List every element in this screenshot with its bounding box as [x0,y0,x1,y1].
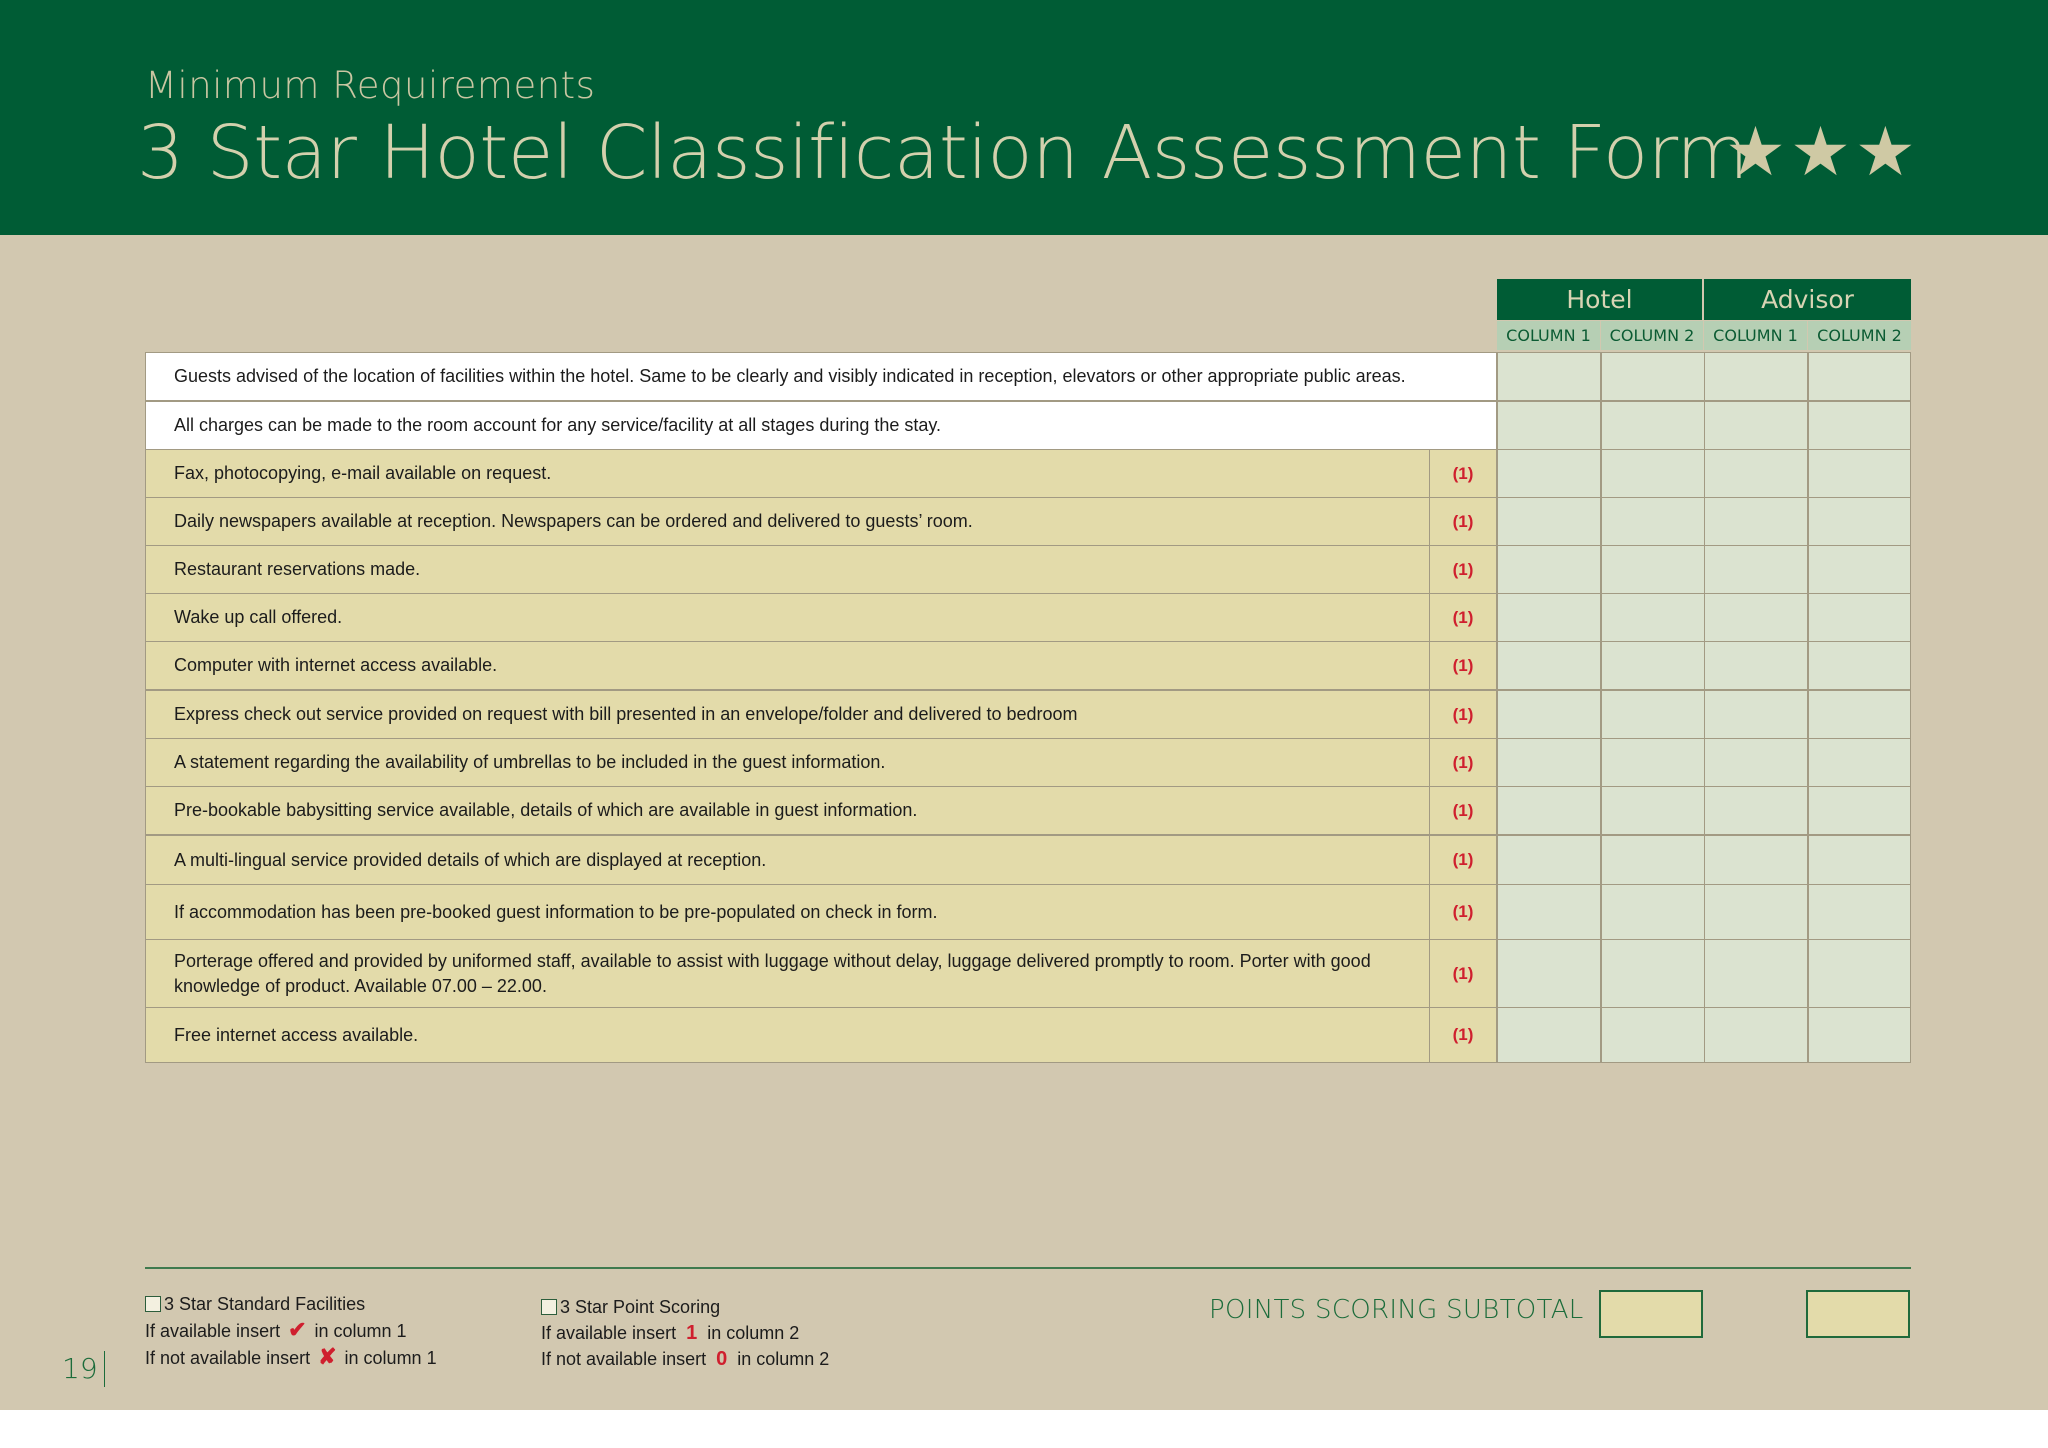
advisor-column-2-cell[interactable] [1808,593,1911,642]
hotel-subtotal-field[interactable] [1599,1290,1703,1338]
cross-mark-icon: ✘ [318,1344,337,1369]
hotel-column-1-cell[interactable] [1497,545,1601,594]
advisor-column-2-cell[interactable] [1808,545,1911,594]
legend-one-mark: 1 [686,1322,698,1344]
requirement-text: All charges can be made to the room account for any service/facility at all stages during the stay. [145,401,1497,450]
requirement-text: Free internet access available. [145,1007,1430,1063]
requirement-text: Pre-bookable babysitting service available, details of which are available in guest information. [145,786,1430,835]
page-bottom-margin [0,1410,2048,1448]
advisor-column-1-cell[interactable] [1704,401,1808,450]
points-value: (1) [1429,641,1497,690]
points-value: (1) [1429,1007,1497,1063]
points-value: (1) [1429,449,1497,498]
hotel-column-2-cell[interactable] [1601,593,1705,642]
advisor-column-1-cell[interactable] [1704,1007,1808,1063]
requirement-text: Guests advised of the location of facilities within the hotel. Same to be clearly and visibly indicated in reception, elevators or other appropriate public areas. [145,352,1497,401]
requirement-text: Restaurant reservations made. [145,545,1430,594]
advisor-column-2-header: COLUMN 2 [1808,321,1911,350]
footer-divider [145,1267,1911,1269]
hotel-column-1-cell[interactable] [1497,593,1601,642]
requirement-text: A multi-lingual service provided details of which are displayed at reception. [145,835,1430,885]
points-value: (1) [1429,545,1497,594]
table-row [145,545,1911,594]
advisor-column-1-cell[interactable] [1704,641,1808,690]
hotel-column-group: Hotel [1497,279,1704,320]
requirement-text: A statement regarding the availability of umbrellas to be included in the guest information. [145,738,1430,787]
advisor-column-1-cell[interactable] [1704,738,1808,787]
requirement-text: Daily newspapers available at reception. Newspapers can be ordered and delivered to guests’ room. [145,497,1430,546]
hotel-column-1-header: COLUMN 1 [1497,321,1601,350]
table-row [145,449,1911,498]
star-rating-icon: ★★★ [1725,114,1920,190]
point-scoring-legend [541,1294,829,1372]
advisor-column-1-cell[interactable] [1704,786,1808,835]
legend-text: If available insert [541,1323,677,1343]
advisor-column-2-cell[interactable] [1808,690,1911,739]
advisor-column-1-header: COLUMN 1 [1704,321,1808,350]
table-row [145,1007,1911,1063]
hotel-column-1-cell[interactable] [1497,497,1601,546]
hotel-column-2-cell[interactable] [1601,545,1705,594]
advisor-column-1-cell[interactable] [1704,939,1808,1008]
hotel-column-2-cell[interactable] [1601,352,1705,401]
requirement-text: Computer with internet access available. [145,641,1430,690]
advisor-column-1-cell[interactable] [1704,593,1808,642]
table-row [145,497,1911,546]
table-row [145,939,1911,1008]
advisor-column-2-cell[interactable] [1808,835,1911,885]
hotel-column-2-cell[interactable] [1601,401,1705,450]
advisor-column-2-cell[interactable] [1808,641,1911,690]
requirement-text: Wake up call offered. [145,593,1430,642]
standard-facilities-legend [145,1291,437,1371]
advisor-subtotal-field[interactable] [1806,1290,1910,1338]
advisor-column-1-cell[interactable] [1704,835,1808,885]
requirement-text: Porterage offered and provided by uniformed staff, available to assist with luggage without delay, luggage delivered promptly to room. Porter with good knowledge of product. Available 07.00 – 22.00. [145,939,1430,1008]
hotel-column-2-header: COLUMN 2 [1601,321,1704,350]
hotel-column-1-cell[interactable] [1497,786,1601,835]
advisor-column-2-cell[interactable] [1808,352,1911,401]
advisor-column-2-cell[interactable] [1808,497,1911,546]
legend-text: in column 1 [314,1321,407,1341]
check-mark-icon: ✔ [288,1317,307,1342]
advisor-column-2-cell[interactable] [1808,738,1911,787]
points-value: (1) [1429,738,1497,787]
hotel-column-2-cell[interactable] [1601,641,1705,690]
requirement-text: Fax, photocopying, e-mail available on request. [145,449,1430,498]
advisor-column-2-cell[interactable] [1808,1007,1911,1063]
table-row [145,401,1911,450]
hotel-column-2-cell[interactable] [1601,884,1705,940]
table-row [145,738,1911,787]
page-number: 19 [62,1352,98,1385]
table-row [145,690,1911,739]
points-value: (1) [1429,939,1497,1008]
advisor-column-1-cell[interactable] [1704,690,1808,739]
checkbox-icon [145,1296,161,1312]
points-subtotal-label: POINTS SCORING SUBTOTAL [1209,1295,1584,1325]
hotel-column-1-cell[interactable] [1497,835,1601,885]
points-value: (1) [1429,690,1497,739]
header-banner [0,0,2048,235]
hotel-column-2-cell[interactable] [1601,497,1705,546]
checkbox-icon [541,1299,557,1315]
hotel-column-1-cell[interactable] [1497,884,1601,940]
advisor-column-1-cell[interactable] [1704,545,1808,594]
hotel-column-1-cell[interactable] [1497,352,1601,401]
advisor-column-1-cell[interactable] [1704,449,1808,498]
legend-text: in column 1 [344,1348,437,1368]
table-row [145,835,1911,885]
table-row [145,641,1911,690]
legend-text: in column 2 [737,1349,830,1369]
requirement-text: Express check out service provided on request with bill presented in an envelope/folder and delivered to bedroom [145,690,1430,739]
legend-text: If not available insert [145,1348,311,1368]
advisor-column-2-cell[interactable] [1808,884,1911,940]
page-subtitle: Minimum Requirements [145,64,596,107]
advisor-column-1-cell[interactable] [1704,352,1808,401]
hotel-column-2-cell[interactable] [1601,738,1705,787]
legend-zero-mark: 0 [716,1348,728,1370]
advisor-column-2-cell[interactable] [1808,401,1911,450]
table-row [145,352,1911,401]
hotel-column-2-cell[interactable] [1601,690,1705,739]
legend-text: If available insert [145,1321,281,1341]
points-value: (1) [1429,835,1497,885]
page-number-divider [104,1351,105,1387]
hotel-column-2-cell[interactable] [1601,939,1705,1008]
advisor-column-2-cell[interactable] [1808,449,1911,498]
legend-text: If not available insert [541,1349,707,1369]
advisor-column-2-cell[interactable] [1808,939,1911,1008]
legend-standard-title: 3 Star Standard Facilities [164,1294,366,1314]
table-row [145,786,1911,835]
hotel-column-1-cell[interactable] [1497,1007,1601,1063]
hotel-column-2-cell[interactable] [1601,1007,1705,1063]
points-value: (1) [1429,497,1497,546]
hotel-column-1-cell[interactable] [1497,401,1601,450]
hotel-column-2-cell[interactable] [1601,835,1705,885]
table-row [145,884,1911,940]
points-value: (1) [1429,786,1497,835]
hotel-column-1-cell[interactable] [1497,690,1601,739]
advisor-column-2-cell[interactable] [1808,786,1911,835]
advisor-column-1-cell[interactable] [1704,884,1808,940]
hotel-column-2-cell[interactable] [1601,449,1705,498]
table-row [145,593,1911,642]
legend-points-title: 3 Star Point Scoring [560,1297,721,1317]
advisor-column-1-cell[interactable] [1704,497,1808,546]
requirement-text: If accommodation has been pre-booked guest information to be pre-populated on check in form. [145,884,1430,940]
points-value: (1) [1429,884,1497,940]
legend-text: in column 2 [707,1323,800,1343]
hotel-column-1-cell[interactable] [1497,939,1601,1008]
page-title: 3 Star Hotel Classification Assessment Form [137,110,1748,196]
hotel-column-1-cell[interactable] [1497,738,1601,787]
points-value: (1) [1429,593,1497,642]
hotel-column-1-cell[interactable] [1497,641,1601,690]
hotel-column-1-cell[interactable] [1497,449,1601,498]
advisor-column-group: Advisor [1704,279,1911,320]
hotel-column-2-cell[interactable] [1601,786,1705,835]
